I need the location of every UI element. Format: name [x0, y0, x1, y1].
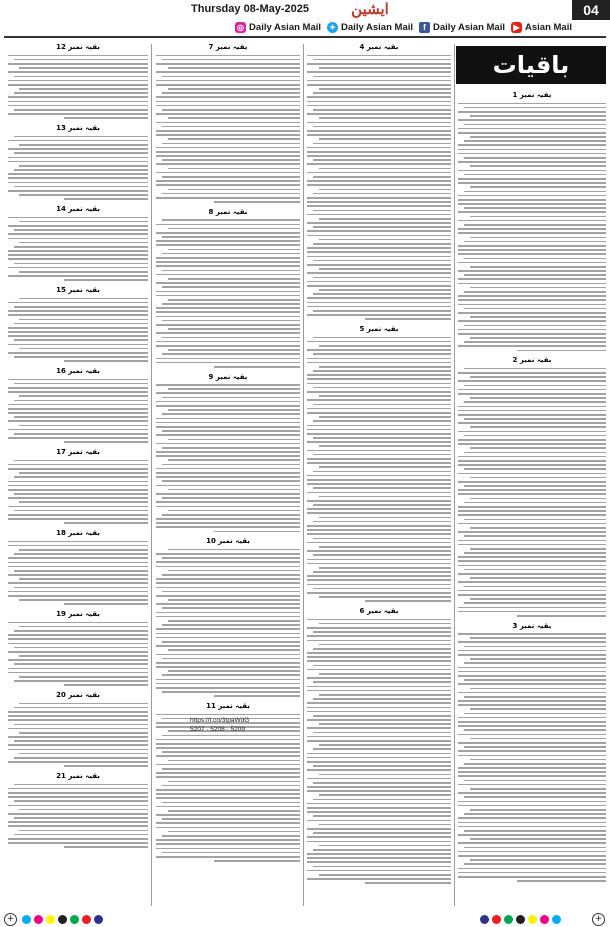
article-continuation-heading: بقیہ نمبر 2	[512, 356, 552, 365]
print-registration-bar	[0, 912, 610, 927]
article-body-text	[156, 55, 300, 203]
article-continuation-heading: بقیہ نمبر 4	[359, 43, 399, 51]
article-body-text	[156, 219, 300, 367]
article-body-text	[458, 633, 606, 882]
article-body-text	[8, 217, 148, 281]
swatch-green	[70, 915, 79, 924]
text-column-1	[458, 88, 606, 904]
article-block	[8, 42, 148, 119]
article-block	[8, 123, 148, 200]
article-continuation-heading: بقیہ نمبر 6	[359, 607, 399, 615]
social-label: Daily Asian Mail	[249, 21, 322, 33]
article-body-text	[307, 619, 451, 884]
article-continuation-heading: بقیہ نمبر 17	[56, 448, 100, 456]
article-body-text	[156, 384, 300, 532]
article-body-text	[458, 103, 606, 352]
swatch-red	[82, 915, 91, 924]
article-block	[8, 285, 148, 362]
article-body-text	[156, 549, 300, 697]
article-continuation-heading: بقیہ نمبر 5	[359, 325, 399, 333]
inline-text: 5207 · 5208 · 5209	[190, 726, 245, 733]
article-continuation-heading: بقیہ نمبر 10	[206, 537, 250, 546]
inline-links	[190, 716, 270, 756]
article-body-text	[8, 541, 148, 605]
article-body-text	[458, 368, 606, 617]
youtube-icon: ▶	[511, 22, 522, 33]
article-body-text	[8, 136, 148, 200]
social-label: Daily Asian Mail	[341, 21, 414, 33]
swatch-black	[58, 915, 67, 924]
swatch-blue	[480, 915, 489, 924]
article-continuation-heading: بقیہ نمبر 13	[56, 124, 100, 132]
article-body-text	[8, 55, 148, 119]
article-block	[8, 609, 148, 686]
article-block	[8, 528, 148, 605]
column-divider	[303, 44, 304, 906]
article-block	[307, 606, 451, 884]
swatch-cyan	[22, 915, 31, 924]
text-column-4	[8, 40, 148, 904]
swatch-yellow	[528, 915, 537, 924]
article-block	[458, 621, 606, 882]
article-block	[307, 42, 451, 320]
section-title: باقیات	[456, 46, 606, 84]
article-continuation-heading: بقیہ نمبر 18	[56, 529, 100, 537]
article-block	[307, 324, 451, 602]
article-block	[8, 204, 148, 281]
swatch-cyan	[552, 915, 561, 924]
article-block	[8, 447, 148, 524]
color-swatches-right	[480, 915, 561, 924]
facebook-icon: f	[419, 22, 430, 33]
issue-date: Thursday 08-May-2025	[191, 3, 309, 15]
swatch-red	[492, 915, 501, 924]
social-twitter[interactable]	[327, 20, 413, 34]
social-instagram[interactable]	[235, 20, 321, 34]
swatch-green	[504, 915, 513, 924]
article-block	[156, 536, 300, 697]
text-column-2	[307, 40, 451, 904]
article-continuation-heading: بقیہ نمبر 19	[56, 610, 100, 618]
article-continuation-heading: بقیہ نمبر 3	[512, 621, 552, 630]
article-body-text	[8, 622, 148, 686]
crosshair-icon: +	[592, 913, 605, 926]
article-block	[156, 42, 300, 203]
article-block	[156, 372, 300, 533]
article-continuation-heading: بقیہ نمبر 21	[56, 772, 100, 780]
article-continuation-heading: بقیہ نمبر 15	[56, 286, 100, 294]
article-body-text	[8, 784, 148, 848]
article-body-text	[307, 337, 451, 602]
swatch-magenta	[34, 915, 43, 924]
article-continuation-heading: بقیہ نمبر 7	[208, 43, 248, 51]
instagram-icon: ◎	[235, 22, 246, 33]
text-column-3	[156, 40, 300, 904]
social-label: Daily Asian Mail	[433, 21, 505, 33]
social-youtube[interactable]	[511, 20, 572, 34]
article-body-text	[307, 55, 451, 320]
article-block	[8, 690, 148, 767]
swatch-blue	[94, 915, 103, 924]
article-continuation-heading: بقیہ نمبر 9	[208, 372, 248, 381]
social-facebook[interactable]	[419, 20, 505, 34]
article-block	[8, 771, 148, 848]
article-continuation-heading: بقیہ نمبر 20	[56, 691, 100, 699]
article-block	[458, 90, 606, 351]
article-body-text	[8, 379, 148, 443]
article-block	[458, 355, 606, 616]
article-body-text	[8, 460, 148, 524]
article-block	[156, 207, 300, 368]
article-continuation-heading: بقیہ نمبر 16	[56, 367, 100, 375]
article-continuation-heading: بقیہ نمبر 1	[512, 91, 552, 99]
social-links	[160, 20, 572, 34]
article-body-text	[8, 703, 148, 767]
swatch-black	[516, 915, 525, 924]
article-body-text	[8, 298, 148, 362]
color-swatches-left	[22, 915, 103, 924]
article-block	[8, 366, 148, 443]
inline-link[interactable]: https://t.co/3tpaWdG	[190, 717, 250, 724]
article-continuation-heading: بقیہ نمبر 8	[208, 207, 248, 216]
column-divider	[151, 44, 152, 906]
social-label: Asian Mail	[525, 21, 572, 33]
swatch-magenta	[540, 915, 549, 924]
page-header	[0, 0, 610, 38]
article-continuation-heading: بقیہ نمبر 11	[206, 702, 250, 710]
swatch-yellow	[46, 915, 55, 924]
article-continuation-heading: بقیہ نمبر 14	[56, 205, 100, 213]
article-continuation-heading: بقیہ نمبر 12	[56, 43, 100, 51]
crosshair-icon: +	[4, 913, 17, 926]
twitter-icon: ✦	[327, 22, 338, 33]
page-number: 04	[572, 0, 610, 20]
masthead-logo: ایشین	[351, 0, 389, 18]
header-rule	[4, 36, 606, 38]
column-divider	[454, 44, 455, 906]
